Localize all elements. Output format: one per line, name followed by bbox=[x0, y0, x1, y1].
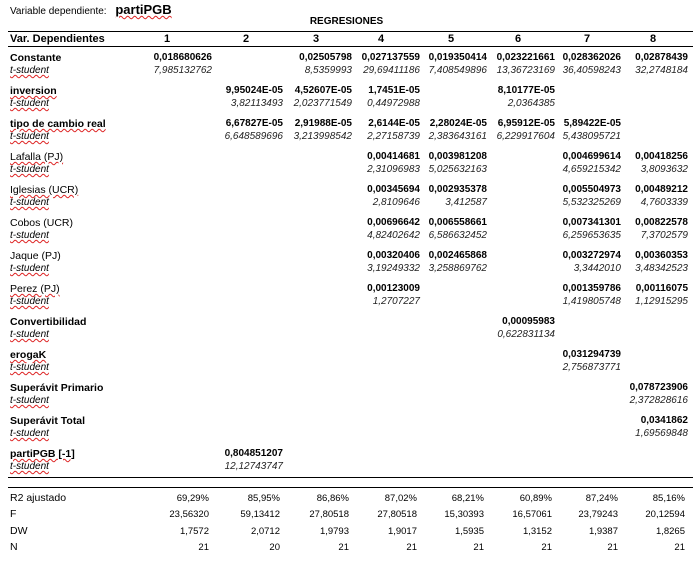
stat-value: 85,95% bbox=[247, 493, 280, 504]
t-student-label: t-student bbox=[10, 263, 49, 274]
coefficient-cell: 4,52607E-05 bbox=[294, 85, 352, 96]
t-student-label: t-student bbox=[10, 98, 49, 109]
stat-label: R2 ajustado bbox=[10, 492, 67, 504]
t-student-label: t-student bbox=[10, 296, 49, 307]
stat-value: 87,02% bbox=[384, 493, 417, 504]
coefficient-cell: 0,004699614 bbox=[562, 151, 621, 162]
coefficient-cell: 0,00116075 bbox=[635, 283, 688, 294]
stat-value: 21 bbox=[607, 542, 618, 553]
column-number: 7 bbox=[583, 33, 591, 45]
stat-label: F bbox=[10, 508, 17, 520]
coefficient-cell: 8,10177E-05 bbox=[497, 85, 555, 96]
stats-rule bbox=[8, 487, 693, 488]
t-value-cell: 7,3702579 bbox=[640, 230, 688, 241]
t-value-cell: 3,3442010 bbox=[573, 263, 621, 274]
t-student-label: t-student bbox=[10, 461, 49, 472]
stat-value: 21 bbox=[674, 542, 685, 553]
t-value-cell: 5,532325269 bbox=[562, 197, 621, 208]
stat-value: 2,0712 bbox=[250, 526, 280, 537]
stat-value: 69,29% bbox=[176, 493, 209, 504]
coefficient-cell: 6,67827E-05 bbox=[225, 118, 283, 129]
t-value-cell: 3,8093632 bbox=[640, 164, 688, 175]
t-student-label: t-student bbox=[10, 131, 49, 142]
stat-value: 1,9387 bbox=[588, 526, 618, 537]
coefficient-cell: 0,00123009 bbox=[367, 283, 420, 294]
stat-value: 15,30393 bbox=[444, 509, 484, 520]
t-value-cell: 2,372828616 bbox=[629, 395, 688, 406]
coefficient-cell: 2,91988E-05 bbox=[294, 118, 352, 129]
coefficient-cell: 2,6144E-05 bbox=[368, 118, 420, 129]
stat-value: 1,9017 bbox=[387, 526, 417, 537]
coefficient-cell: 1,7451E-05 bbox=[368, 85, 420, 96]
t-student-label: t-student bbox=[10, 362, 49, 373]
t-value-cell: 2,0364385 bbox=[507, 98, 555, 109]
t-value-cell: 6,586632452 bbox=[428, 230, 487, 241]
row-label: inversion bbox=[10, 85, 57, 97]
stat-value: 27,80518 bbox=[377, 509, 417, 520]
coefficient-cell: 0,00418256 bbox=[635, 151, 688, 162]
coefficient-cell: 0,019350414 bbox=[428, 52, 487, 63]
row-label: Perez (PJ) bbox=[10, 283, 60, 295]
t-value-cell: 1,419805748 bbox=[562, 296, 621, 307]
coefficient-cell: 0,006558661 bbox=[428, 217, 487, 228]
t-student-label: t-student bbox=[10, 329, 49, 340]
coefficient-cell: 5,89422E-05 bbox=[563, 118, 621, 129]
column-number: 3 bbox=[312, 33, 320, 45]
t-value-cell: 6,259653635 bbox=[562, 230, 621, 241]
column-number: 6 bbox=[514, 33, 522, 45]
column-number: 5 bbox=[447, 33, 455, 45]
t-value-cell: 2,8109646 bbox=[372, 197, 420, 208]
t-value-cell: 6,229917604 bbox=[496, 131, 555, 142]
coefficient-cell: 0,02878439 bbox=[635, 52, 688, 63]
row-label: Constante bbox=[10, 52, 62, 64]
t-student-label: t-student bbox=[10, 65, 49, 76]
row-label: Jaque (PJ) bbox=[10, 250, 61, 262]
stat-value: 23,56320 bbox=[169, 509, 209, 520]
coefficient-cell: 0,00414681 bbox=[367, 151, 420, 162]
coefficient-cell: 0,001359786 bbox=[562, 283, 621, 294]
stat-value: 85,16% bbox=[652, 493, 685, 504]
bottom-rule bbox=[8, 477, 693, 478]
top-rule bbox=[8, 31, 693, 32]
stat-value: 59,13412 bbox=[240, 509, 280, 520]
t-value-cell: 4,659215342 bbox=[562, 164, 621, 175]
dependent-variable-name: partiPGB bbox=[115, 2, 172, 17]
t-value-cell: 36,40598243 bbox=[562, 65, 621, 76]
t-student-label: t-student bbox=[10, 197, 49, 208]
coefficient-cell: 0,002935378 bbox=[428, 184, 487, 195]
coefficient-cell: 0,02505798 bbox=[299, 52, 352, 63]
stat-label: DW bbox=[10, 525, 28, 537]
row-label: partiPGB [-1] bbox=[10, 448, 75, 460]
t-value-cell: 4,82402642 bbox=[367, 230, 420, 241]
t-student-label: t-student bbox=[10, 230, 49, 241]
coefficient-cell: 0,007341301 bbox=[562, 217, 621, 228]
t-value-cell: 3,48342523 bbox=[635, 263, 688, 274]
stat-value: 21 bbox=[473, 542, 484, 553]
coefficient-cell: 6,95912E-05 bbox=[497, 118, 555, 129]
coefficient-cell: 0,00345694 bbox=[367, 184, 420, 195]
row-label: erogaK bbox=[10, 349, 47, 361]
t-value-cell: 5,025632163 bbox=[428, 164, 487, 175]
stat-value: 23,79243 bbox=[578, 509, 618, 520]
coefficient-cell: 0,003272974 bbox=[562, 250, 621, 261]
t-value-cell: 0,622831134 bbox=[497, 329, 555, 340]
t-value-cell: 5,438095721 bbox=[562, 131, 621, 142]
column-number: 2 bbox=[242, 33, 250, 45]
coefficient-cell: 0,00822578 bbox=[635, 217, 688, 228]
stat-label: N bbox=[10, 541, 18, 553]
t-value-cell: 3,213998542 bbox=[293, 131, 352, 142]
header-rule bbox=[8, 46, 693, 47]
coefficient-cell: 0,005504973 bbox=[562, 184, 621, 195]
row-label: Superávit Primario bbox=[10, 382, 104, 394]
stat-value: 27,80518 bbox=[309, 509, 349, 520]
t-value-cell: 2,023771549 bbox=[293, 98, 352, 109]
dependent-variable-header bbox=[10, 2, 172, 17]
coefficient-cell: 0,00489212 bbox=[635, 184, 688, 195]
stat-value: 20 bbox=[269, 542, 280, 553]
coefficient-cell: 9,95024E-05 bbox=[225, 85, 283, 96]
stat-value: 20,12594 bbox=[645, 509, 685, 520]
coefficient-cell: 2,28024E-05 bbox=[429, 118, 487, 129]
t-value-cell: 7,408549896 bbox=[428, 65, 487, 76]
coefficient-cell: 0,002465868 bbox=[428, 250, 487, 261]
row-label: Cobos (UCR) bbox=[10, 217, 74, 229]
coefficient-cell: 0,078723906 bbox=[629, 382, 688, 393]
t-value-cell: 1,2707227 bbox=[372, 296, 420, 307]
stat-value: 68,21% bbox=[451, 493, 484, 504]
stat-value: 60,89% bbox=[519, 493, 552, 504]
column-number: 8 bbox=[649, 33, 657, 45]
coefficient-cell: 0,00320406 bbox=[367, 250, 420, 261]
t-value-cell: 13,36723169 bbox=[496, 65, 555, 76]
t-value-cell: 29,69411186 bbox=[363, 65, 420, 76]
t-value-cell: 2,31096983 bbox=[367, 164, 420, 175]
t-student-label: t-student bbox=[10, 164, 49, 175]
coefficient-cell: 0,003981208 bbox=[428, 151, 487, 162]
t-value-cell: 7,985132762 bbox=[153, 65, 212, 76]
t-value-cell: 2,383643161 bbox=[428, 131, 487, 142]
coefficient-cell: 0,0341862 bbox=[640, 415, 688, 426]
coefficient-cell: 0,018680626 bbox=[153, 52, 212, 63]
t-value-cell: 3,82113493 bbox=[230, 98, 283, 109]
stat-value: 87,24% bbox=[585, 493, 618, 504]
row-label: Iglesias (UCR) bbox=[10, 184, 79, 196]
stat-value: 1,7572 bbox=[179, 526, 209, 537]
coefficient-cell: 0,00360353 bbox=[635, 250, 688, 261]
stat-value: 21 bbox=[338, 542, 349, 553]
column-header-label: Var. Dependientes bbox=[10, 33, 105, 45]
stat-value: 21 bbox=[198, 542, 209, 553]
row-label: Lafalla (PJ) bbox=[10, 151, 64, 163]
stat-value: 21 bbox=[541, 542, 552, 553]
t-value-cell: 0,44972988 bbox=[367, 98, 420, 109]
t-value-cell: 2,756873771 bbox=[562, 362, 621, 373]
coefficient-cell: 0,804851207 bbox=[224, 448, 283, 459]
column-number: 4 bbox=[377, 33, 385, 45]
row-label: tipo de cambio real bbox=[10, 118, 106, 130]
t-value-cell: 1,69569848 bbox=[635, 428, 688, 439]
column-number: 1 bbox=[163, 33, 171, 45]
t-student-label: t-student bbox=[10, 428, 49, 439]
row-label: Superávit Total bbox=[10, 415, 86, 427]
t-value-cell: 3,412587 bbox=[445, 197, 487, 208]
stat-value: 1,5935 bbox=[454, 526, 484, 537]
t-value-cell: 3,19249332 bbox=[367, 263, 420, 274]
t-value-cell: 4,7603339 bbox=[640, 197, 688, 208]
t-value-cell: 8,5359993 bbox=[304, 65, 352, 76]
t-value-cell: 1,12915295 bbox=[635, 296, 688, 307]
variable-label: Variable dependiente: bbox=[10, 6, 107, 17]
t-value-cell: 2,27158739 bbox=[367, 131, 420, 142]
stat-value: 86,86% bbox=[316, 493, 349, 504]
stat-value: 16,57061 bbox=[512, 509, 552, 520]
coefficient-cell: 0,023221661 bbox=[496, 52, 555, 63]
stat-value: 1,9793 bbox=[319, 526, 349, 537]
table-title: REGRESIONES bbox=[309, 16, 384, 27]
coefficient-cell: 0,028362026 bbox=[562, 52, 621, 63]
coefficient-cell: 0,027137559 bbox=[361, 52, 420, 63]
coefficient-cell: 0,00095983 bbox=[502, 316, 555, 327]
stat-value: 1,8265 bbox=[655, 526, 685, 537]
stat-value: 1,3152 bbox=[522, 526, 552, 537]
t-value-cell: 3,258869762 bbox=[428, 263, 487, 274]
t-student-label: t-student bbox=[10, 395, 49, 406]
t-value-cell: 6,648589696 bbox=[224, 131, 283, 142]
coefficient-cell: 0,00696642 bbox=[367, 217, 420, 228]
coefficient-cell: 0,031294739 bbox=[562, 349, 621, 360]
t-value-cell: 32,2748184 bbox=[635, 65, 688, 76]
row-label: Convertibilidad bbox=[10, 316, 87, 328]
t-value-cell: 12,12743747 bbox=[224, 461, 283, 472]
stat-value: 21 bbox=[406, 542, 417, 553]
